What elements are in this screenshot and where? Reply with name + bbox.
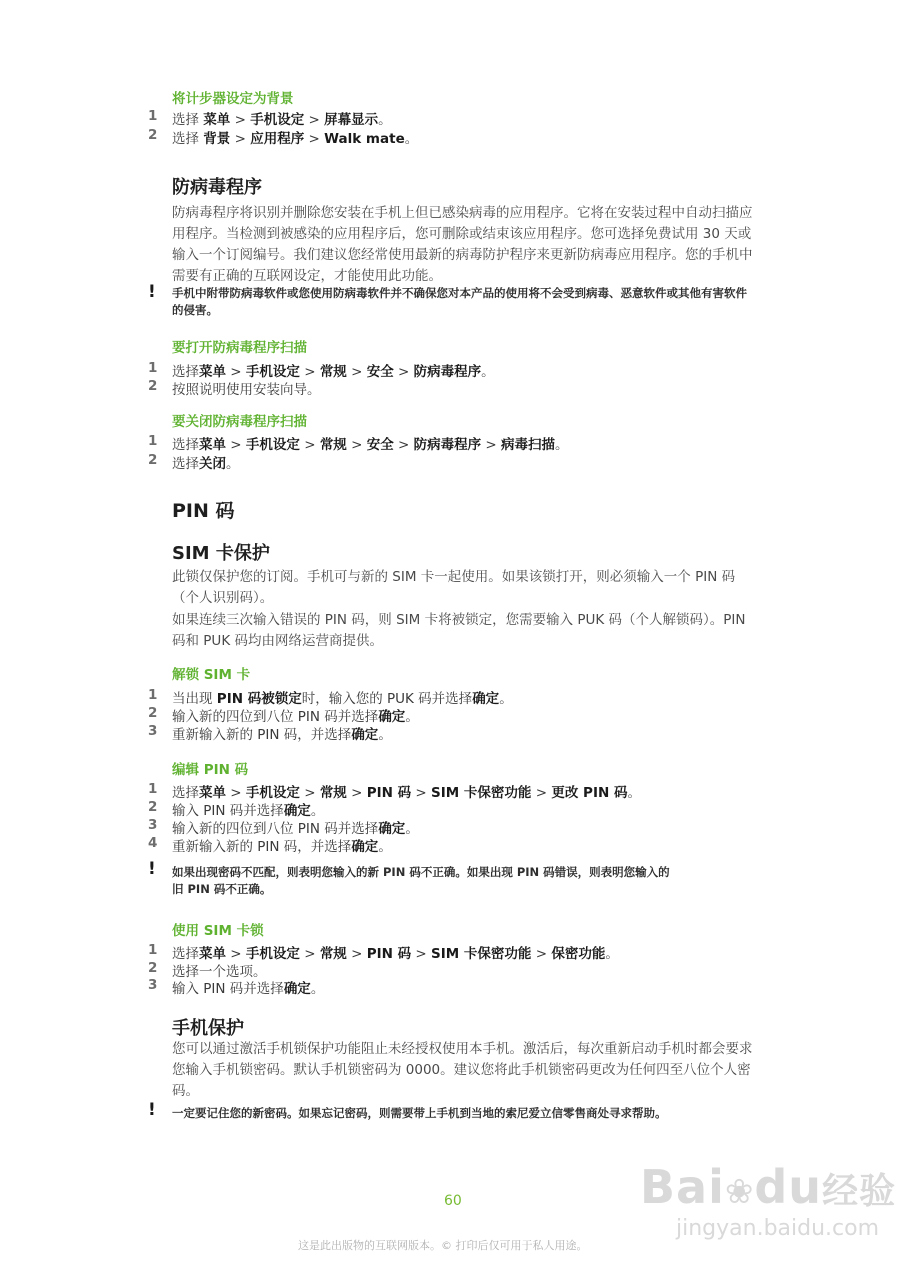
step-text: 选择 背景 > 应用程序 > Walk mate。: [172, 131, 419, 147]
step-number: 1: [148, 433, 158, 449]
footer-notice: 这是此出版物的互联网版本。© 打印后仅可用于私人用途。: [298, 1239, 588, 1252]
step-number: 1: [148, 108, 158, 124]
note-pin-mismatch-line1: 如果出现密码不匹配，则表明您输入的新 PIN 码不正确。如果出现 PIN 码错误，则表明您输入的: [172, 865, 670, 879]
page-number: 60: [444, 1193, 462, 1209]
step-number: 3: [148, 817, 158, 833]
step-text: 选择菜单 > 手机设定 > 常规 > PIN 码 > SIM 卡保密功能 > 保密功能。: [172, 946, 619, 962]
warning-icon: !: [148, 282, 156, 302]
step-text: 按照说明使用安装向导。: [172, 382, 321, 398]
note-pin-mismatch-line2: 旧 PIN 码不正确。: [172, 882, 272, 896]
paragraph-antivirus: 防病毒程序将识别并删除您安装在手机上但已感染病毒的应用程序。它将在安装过程中自动扫描应用程序。当检测到被感染的应用程序后，您可删除或结束该应用程序。您可选择免费试用 30 天或输入一个订阅编号。我们建议您经常使用最新的病毒防护程序来更新防病毒应用程序。您的手机中需要有正确的互联网设定，才能使用此功能。: [172, 205, 753, 284]
step-text: 选择 菜单 > 手机设定 > 屏幕显示。: [172, 112, 392, 128]
step-text: 输入新的四位到八位 PIN 码并选择确定。: [172, 821, 419, 837]
paragraph-sim-1: 此锁仅保护您的订阅。手机可与新的 SIM 卡一起使用。如果该锁打开，则必须输入一个 PIN 码（个人识别码）。: [172, 569, 736, 606]
step-text: 重新输入新的 PIN 码，并选择确定。: [172, 839, 392, 855]
step-text: 重新输入新的 PIN 码，并选择确定。: [172, 727, 392, 743]
step-text: 选择菜单 > 手机设定 > 常规 > 安全 > 防病毒程序。: [172, 364, 495, 380]
subheading-use-sim-lock: 使用 SIM 卡锁: [172, 923, 264, 939]
heading-sim-protection: SIM 卡保护: [172, 543, 270, 564]
note-antivirus: 手机中附带防病毒软件或您使用防病毒软件并不确保您对本产品的使用将不会受到病毒、恶意软件或其他有害软件的侵害。: [172, 286, 747, 317]
step-number: 1: [148, 781, 158, 797]
step-number: 2: [148, 799, 158, 815]
step-text: 选择一个选项。: [172, 964, 267, 980]
step-text: 输入新的四位到八位 PIN 码并选择确定。: [172, 709, 419, 725]
step-text: 输入 PIN 码并选择确定。: [172, 981, 325, 997]
subheading-set-background: 将计步器设定为背景: [172, 91, 294, 107]
heading-phone-protection: 手机保护: [172, 1018, 244, 1039]
step-text: 选择菜单 > 手机设定 > 常规 > PIN 码 > SIM 卡保密功能 > 更改 PIN 码。: [172, 785, 641, 801]
step-text: 选择菜单 > 手机设定 > 常规 > 安全 > 防病毒程序 > 病毒扫描。: [172, 437, 569, 453]
paragraph-phone-protection: 您可以通过激活手机锁保护功能阻止未经授权使用本手机。激活后，每次重新启动手机时都会要求您输入手机锁密码。默认手机锁密码为 0000。建议您将此手机锁密码更改为任何四至八位个人密码。: [172, 1041, 753, 1099]
heading-antivirus: 防病毒程序: [172, 177, 262, 198]
heading-pin: PIN 码: [172, 500, 235, 522]
subheading-open-scan: 要打开防病毒程序扫描: [172, 340, 307, 356]
step-text: 输入 PIN 码并选择确定。: [172, 803, 325, 819]
step-number: 2: [148, 452, 158, 468]
subheading-edit-pin: 编辑 PIN 码: [172, 762, 249, 778]
paragraph-sim-2: 如果连续三次输入错误的 PIN 码，则 SIM 卡将被锁定，您需要输入 PUK 码（个人解锁码）。PIN 码和 PUK 码均由网络运营商提供。: [172, 612, 746, 649]
subheading-close-scan: 要关闭防病毒程序扫描: [172, 414, 307, 430]
step-number: 2: [148, 127, 158, 143]
paw-icon: ❀: [724, 1172, 755, 1212]
step-number: 1: [148, 687, 158, 703]
note-remember-password: 一定要记住您的新密码。如果忘记密码，则需要带上手机到当地的索尼爱立信零售商处寻求帮助。: [172, 1106, 667, 1120]
subheading-unlock-sim: 解锁 SIM 卡: [172, 667, 251, 683]
warning-icon: !: [148, 859, 156, 879]
step-text: 选择关闭。: [172, 456, 240, 472]
step-text: 当出现 PIN 码被锁定时，输入您的 PUK 码并选择确定。: [172, 691, 513, 707]
step-number: 2: [148, 378, 158, 394]
step-number: 2: [148, 960, 158, 976]
step-number: 4: [148, 835, 158, 851]
step-number: 3: [148, 723, 158, 739]
step-number: 1: [148, 942, 158, 958]
baidu-watermark-logo: Bai❀du经验: [640, 1160, 897, 1214]
baidu-watermark-url: jingyan.baidu.com: [676, 1216, 880, 1241]
step-number: 1: [148, 360, 158, 376]
warning-icon: !: [148, 1100, 156, 1120]
step-number: 3: [148, 977, 158, 993]
step-number: 2: [148, 705, 158, 721]
